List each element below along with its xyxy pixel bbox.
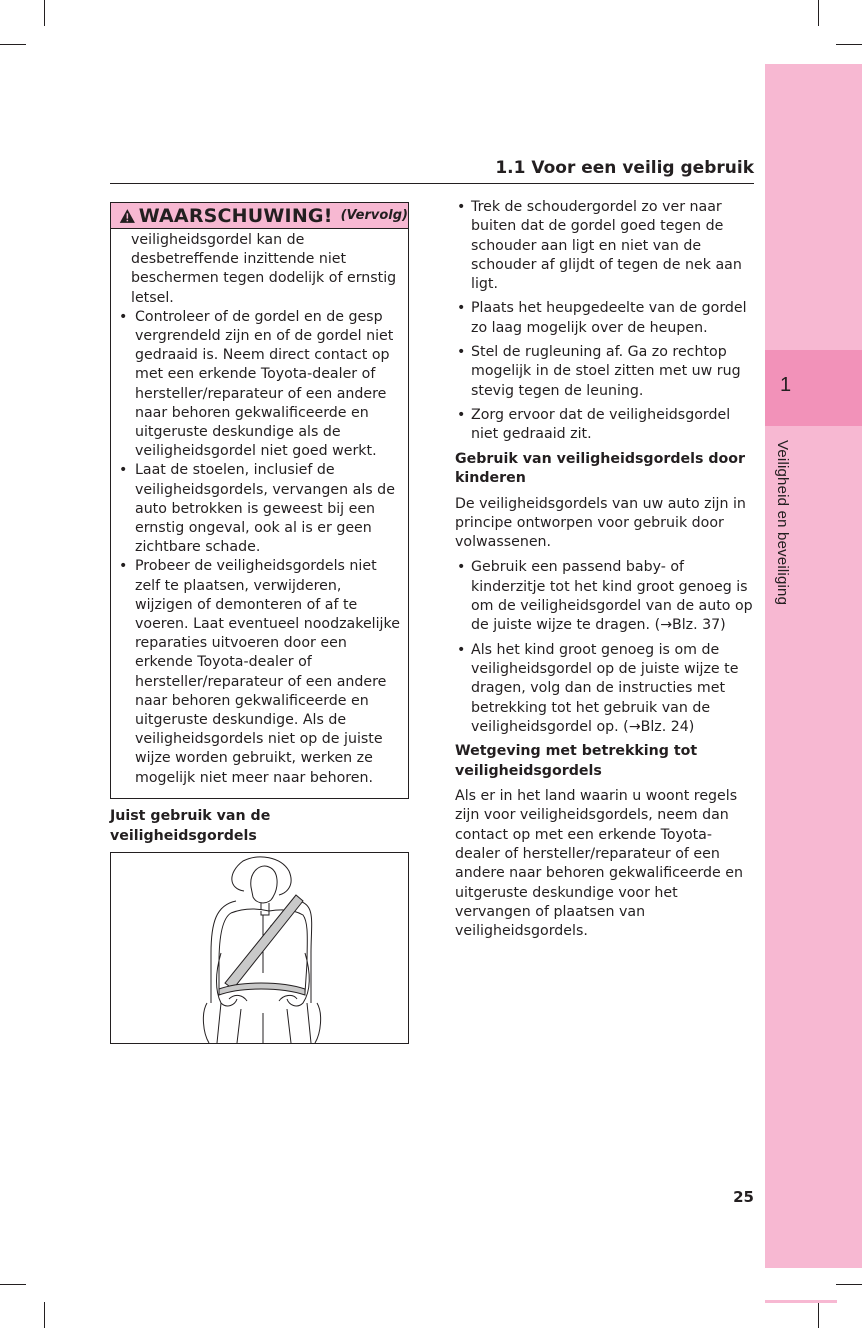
left-section-heading: Juist gebruik van de veiligheidsgordels xyxy=(110,808,271,844)
warning-title: WAARSCHUWING! xyxy=(138,204,333,227)
instruction-bullet: • Stel de rugleuning af. Ga zo rechtop mogelijk in de stoel zitten met uw rug stevig tegen de leuning. xyxy=(455,343,755,401)
chapter-title: Veiligheid en beveiliging xyxy=(774,440,791,606)
crop-mark xyxy=(44,0,45,26)
crop-mark xyxy=(836,1284,862,1285)
right-column xyxy=(455,198,755,948)
instruction-bullet: • Plaats het heupgedeelte van de gordel zo laag mogelijk over de heupen. xyxy=(455,299,755,338)
warning-box xyxy=(110,202,409,799)
children-heading: Gebruik van veiligheidsgordels door kinderen xyxy=(455,450,745,487)
instruction-bullet: • Trek de schoudergordel zo ver naar buiten dat de gordel goed tegen de schouder aan ligt en niet van de schouder af glijdt of tegen de nek aan ligt. xyxy=(455,198,755,294)
instruction-bullet: • Zorg ervoor dat de veiligheidsgordel niet gedraaid zit. xyxy=(455,406,755,445)
page-number: 25 xyxy=(733,1188,754,1206)
chapter-side-band xyxy=(765,64,862,1268)
seated-person-illustration xyxy=(111,853,408,1043)
warning-body xyxy=(111,229,408,788)
section-title: 1.1 Voor een veilig gebruik xyxy=(495,158,754,178)
crop-mark xyxy=(818,1302,819,1328)
warning-subtitle: (Vervolg) xyxy=(340,208,408,223)
warning-list xyxy=(117,308,402,788)
children-intro: De veiligheidsgordels van uw auto zijn in principe ontworpen voor gebruik door volwassenen. xyxy=(455,495,746,551)
chapter-number: 1 xyxy=(780,374,792,396)
warning-bullet: • Probeer de veiligheidsgordels niet zelf te plaatsen, verwijderen, wijzigen of demonteren of af te voeren. Laat eventueel noodzakelijke reparaties uitvoeren door een erkende Toyota-dealer of hersteller/reparateur of een andere naar behoren gekwalificeerde en uitgeruste deskundige. Als de veiligheidsgordels niet op de juiste wijze worden gebruikt, werken ze mogelijk niet meer naar behoren. xyxy=(117,557,402,787)
warning-bullet: • Controleer of de gordel en de gesp vergrendeld zijn en of de gordel niet gedraaid is. Neem direct contact op met een erkende Toyota-dealer of hersteller/reparateur of een andere naar behoren gekwalificeerde en uitgeruste deskundige als de veiligheidsgordel niet goed werkt. xyxy=(117,308,402,462)
warning-intro: veiligheidsgordel kan de desbetreffende inzittende niet beschermen tegen dodelijk of ernstig letsel. xyxy=(131,232,397,306)
crop-mark xyxy=(44,1302,45,1328)
crop-mark xyxy=(0,1284,26,1285)
warning-header xyxy=(111,203,408,229)
crop-mark xyxy=(836,44,862,45)
belt-instructions-list xyxy=(455,198,755,445)
warning-bullet: • Laat de stoelen, inclusief de veiligheidsgordels, vervangen als de auto betrokken is geweest bij een ernstig ongeval, ook al is er geen zichtbare schade. xyxy=(117,461,402,557)
header-rule xyxy=(110,183,754,184)
children-bullet: • Als het kind groot genoeg is om de veiligheidsgordel op de juiste wijze te dragen, volg dan de instructies met betrekking tot het gebruik van de veiligheidsgordel op. (→Blz. 24) xyxy=(455,641,755,737)
bottom-pink-mark xyxy=(765,1300,837,1303)
crop-mark xyxy=(0,44,26,45)
warning-triangle-icon xyxy=(119,206,136,226)
law-text: Als er in het land waarin u woont regels zijn voor veiligheidsgordels, neem dan contact op met een erkende Toyota-dealer of hersteller/reparateur of een andere naar behoren gekwalificeerde en uitgeruste deskundige voor het vervangen of plaatsen van veiligheidsgordels. xyxy=(455,788,743,940)
seatbelt-illustration xyxy=(110,852,409,1044)
children-bullet: • Gebruik een passend baby- of kinderzitje tot het kind groot genoeg is om de veiligheidsgordel van de auto op de juiste wijze te dragen. (→Blz. 37) xyxy=(455,558,755,635)
law-heading: Wetgeving met betrekking tot veiligheidsgordels xyxy=(455,743,698,779)
children-list xyxy=(455,558,755,737)
crop-mark xyxy=(818,0,819,26)
